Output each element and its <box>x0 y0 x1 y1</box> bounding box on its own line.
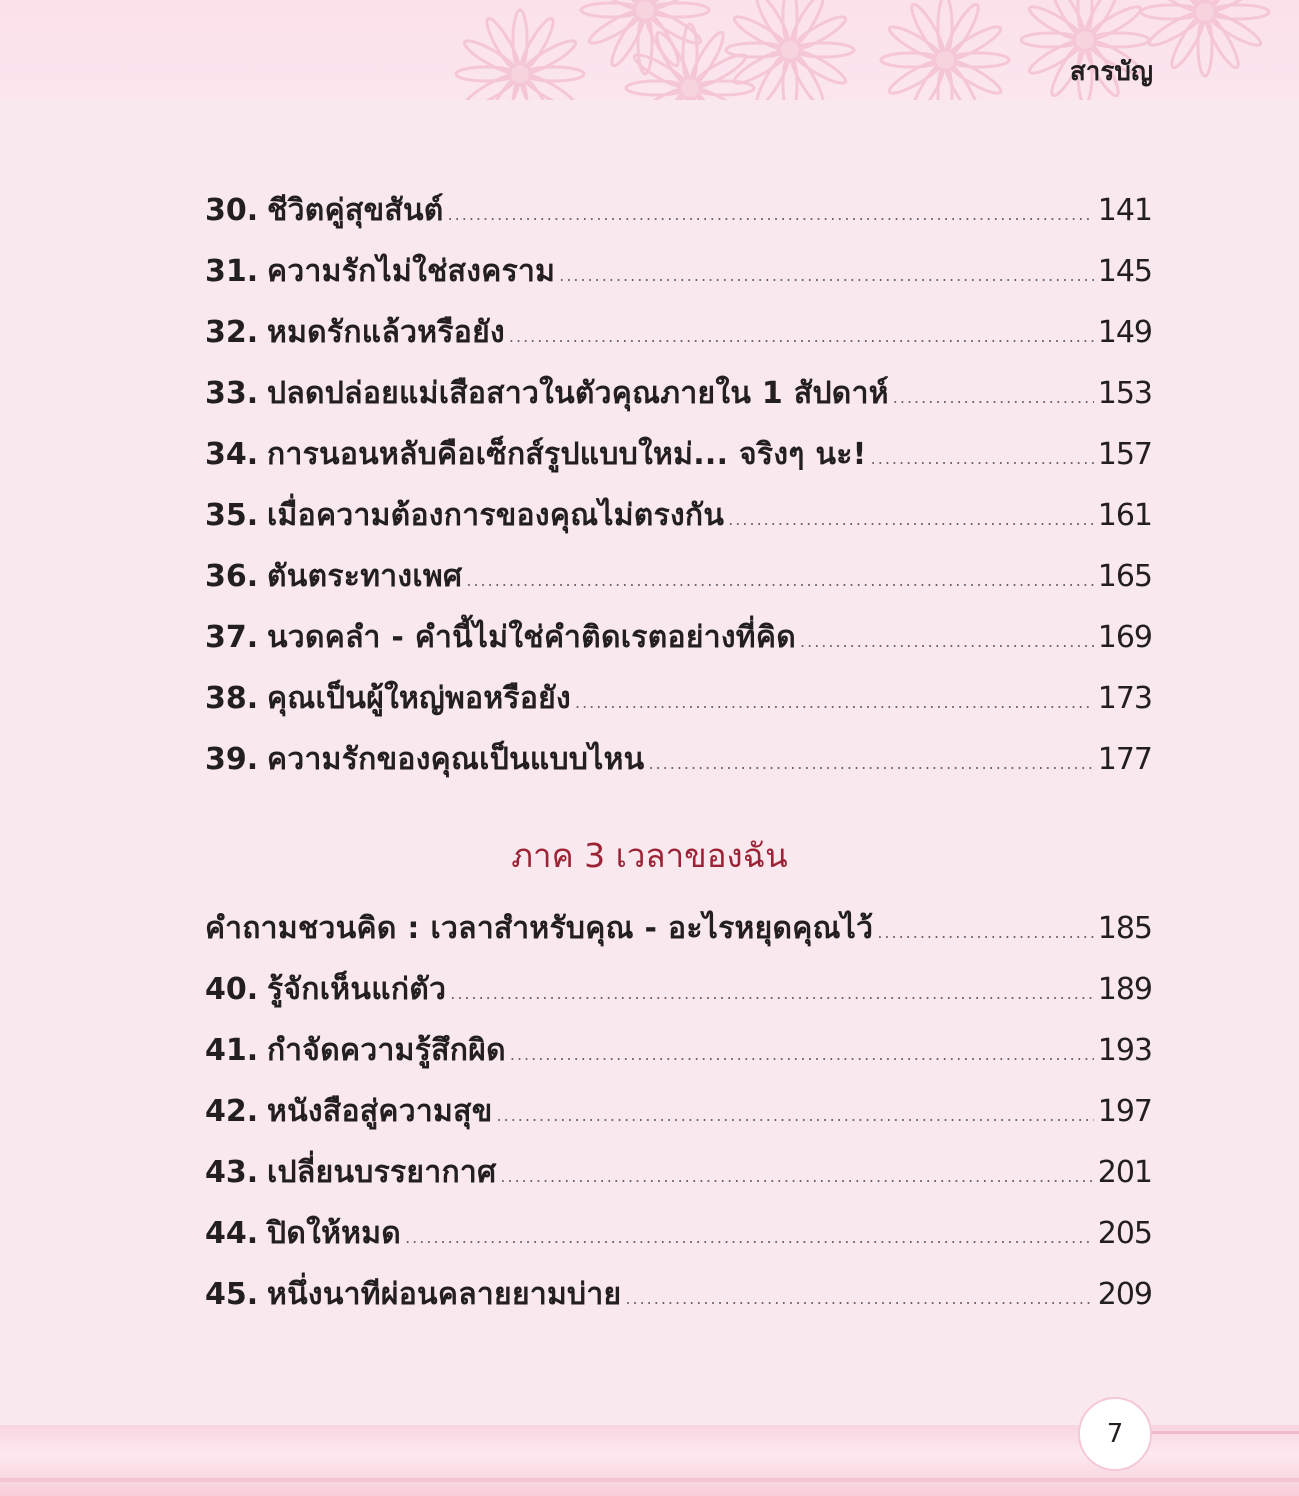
toc-entry-page: 173 <box>1097 681 1152 716</box>
toc-entry-number: 31. <box>205 254 259 289</box>
dot-leader <box>871 428 1094 489</box>
dot-leader <box>509 306 1094 367</box>
toc-entry <box>205 180 1152 241</box>
toc-entry-title: คุณเป็นผู้ใหญ่พอหรือยัง <box>267 681 571 716</box>
toc-entry-title: ปลดปล่อยแม่เสือสาวในตัวคุณภายใน 1 สัปดาห์ <box>267 376 889 411</box>
toc-entry-title: เปลี่ยนบรรยากาศ <box>267 1155 497 1190</box>
toc-entry-page: 193 <box>1097 1033 1152 1068</box>
footer-divider <box>0 1478 1299 1482</box>
toc-entry <box>205 729 1152 790</box>
toc-entry <box>205 607 1152 668</box>
toc-entry <box>205 959 1152 1020</box>
dot-leader <box>448 184 1094 245</box>
toc-entry-title: หมดรักแล้วหรือยัง <box>267 315 505 350</box>
dot-leader <box>575 672 1094 733</box>
dot-leader <box>466 550 1093 611</box>
toc-list-part2 <box>205 180 1152 790</box>
toc-entry-number: 33. <box>205 376 259 411</box>
toc-entry-title: คำถามชวนคิด : เวลาสำหรับคุณ - อะไรหยุดคุณไว้ <box>205 911 874 946</box>
toc-entry-number: 32. <box>205 315 259 350</box>
toc-entry-number: 37. <box>205 620 259 655</box>
dot-leader <box>893 367 1094 428</box>
toc-entry-title: ตันตระทางเพศ <box>267 559 463 594</box>
toc-entry <box>205 1264 1152 1325</box>
page-number: 7 <box>1078 1397 1152 1471</box>
toc-entry-title: ความรักไม่ใช่สงคราม <box>267 254 556 289</box>
toc-entry <box>205 485 1152 546</box>
toc-entry-page: 201 <box>1097 1155 1152 1190</box>
dot-leader <box>405 1207 1094 1268</box>
toc-entry <box>205 241 1152 302</box>
toc-entry <box>205 546 1152 607</box>
dot-leader <box>877 902 1093 963</box>
dot-leader <box>648 733 1093 794</box>
toc-entry-title: การนอนหลับคือเซ็กส์รูปแบบใหม่... จริงๆ นะ! <box>267 437 867 472</box>
toc-entry-number: 36. <box>205 559 259 594</box>
toc-entry <box>205 1081 1152 1142</box>
toc-entry-number: 41. <box>205 1033 259 1068</box>
toc-list-part3 <box>205 898 1152 1325</box>
toc-entry-number: 45. <box>205 1277 259 1312</box>
dot-leader <box>559 245 1093 306</box>
toc-entry <box>205 363 1152 424</box>
header-band <box>0 0 1299 100</box>
toc-entry <box>205 1020 1152 1081</box>
toc-entry-title: รู้จักเห็นแก่ตัว <box>267 972 447 1007</box>
toc-entry <box>205 302 1152 363</box>
toc-entry-page: 153 <box>1097 376 1152 411</box>
toc-entry-number: 44. <box>205 1216 259 1251</box>
dot-leader <box>510 1024 1094 1085</box>
toc-entry-page: 197 <box>1097 1094 1152 1129</box>
toc-entry-page: 185 <box>1097 911 1152 946</box>
toc-entry <box>205 424 1152 485</box>
toc-entry <box>205 1142 1152 1203</box>
dot-leader <box>625 1268 1093 1329</box>
toc-entry-title: หนึ่งนาทีผ่อนคลายยามบ่าย <box>267 1277 622 1312</box>
toc-entry-title: เมื่อความต้องการของคุณไม่ตรงกัน <box>267 498 725 533</box>
toc-entry-number: 40. <box>205 972 259 1007</box>
toc-entry-number: 43. <box>205 1155 259 1190</box>
page-header-title: สารบัญ <box>1069 57 1153 87</box>
dot-leader <box>497 1085 1094 1146</box>
toc-entry-page: 189 <box>1097 972 1152 1007</box>
toc-entry-title: ชีวิตคู่สุขสันต์ <box>267 193 444 228</box>
toc-entry-page: 177 <box>1097 742 1152 777</box>
toc-entry-title: ความรักของคุณเป็นแบบไหน <box>267 742 645 777</box>
dot-leader <box>450 963 1094 1024</box>
toc-entry-title: หนังสือสู่ความสุข <box>267 1094 493 1129</box>
section-heading: ภาค 3 เวลาของฉัน <box>511 836 788 875</box>
toc-entry-page: 157 <box>1097 437 1152 472</box>
toc-entry-number: 30. <box>205 193 259 228</box>
dot-leader <box>800 611 1094 672</box>
toc-entry-page: 145 <box>1097 254 1152 289</box>
footer-rule <box>1150 1431 1299 1434</box>
toc-entry-title: นวดคลำ - คำนี้ไม่ใช่คำติดเรตอย่างที่คิด <box>267 620 797 655</box>
toc-entry-page: 165 <box>1097 559 1152 594</box>
toc-entry <box>205 898 1152 959</box>
toc-entry-page: 141 <box>1097 193 1152 228</box>
dot-leader <box>728 489 1094 550</box>
toc-entry-number: 35. <box>205 498 259 533</box>
toc-entry-page: 205 <box>1097 1216 1152 1251</box>
toc-entry-page: 169 <box>1097 620 1152 655</box>
toc-entry-page: 209 <box>1097 1277 1152 1312</box>
toc-entry-page: 149 <box>1097 315 1152 350</box>
toc-entry-title: กำจัดความรู้สึกผิด <box>267 1033 506 1068</box>
toc-entry <box>205 1203 1152 1264</box>
toc-entry-number: 38. <box>205 681 259 716</box>
toc-entry <box>205 668 1152 729</box>
toc-entry-title: ปิดให้หมด <box>267 1216 402 1251</box>
toc-entry-number: 42. <box>205 1094 259 1129</box>
toc-entry-number: 34. <box>205 437 259 472</box>
toc-entry-number: 39. <box>205 742 259 777</box>
dot-leader <box>500 1146 1093 1207</box>
toc-entry-page: 161 <box>1097 498 1152 533</box>
